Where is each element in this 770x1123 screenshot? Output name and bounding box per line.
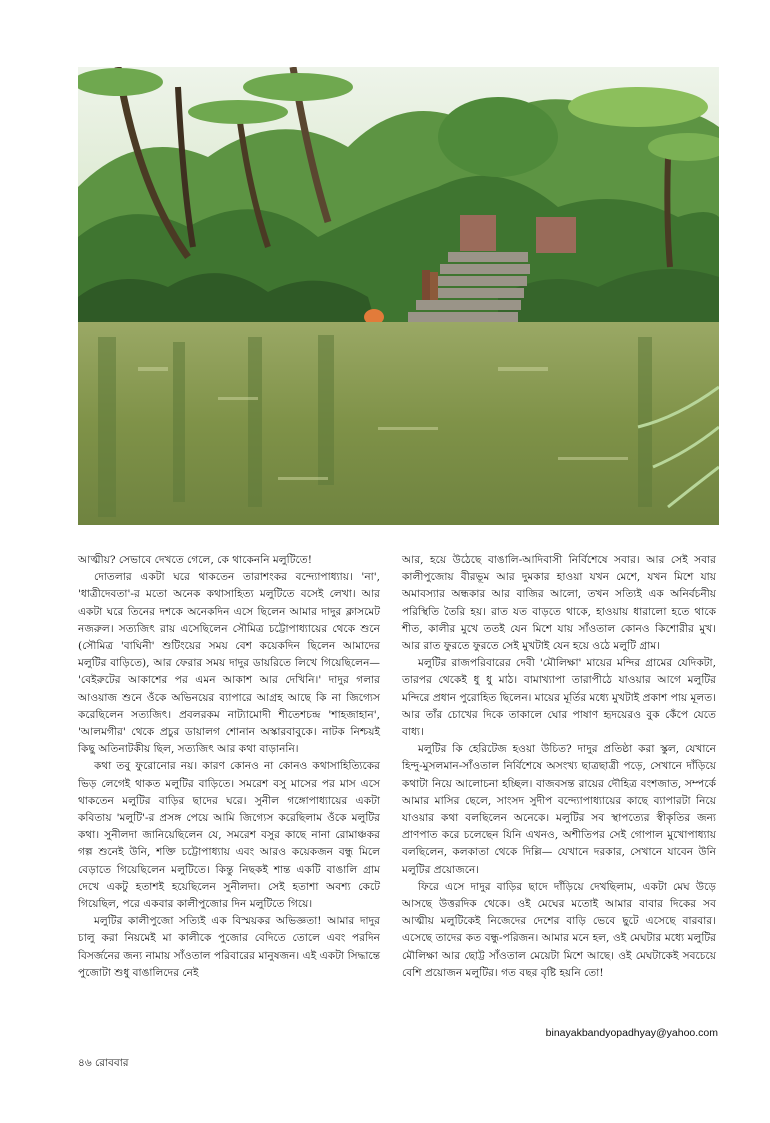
article-paragraph: আর, হয়ে উঠেছে বাঙালি-আদিবাসী নির্বিশেষে সবার। আর সেই সবার কালীপুজোয় বীরভূম আর দুমকার হাওয়া যখন মেশে, যখন মিশে যায় অমাবস্যার অন্ধকার আর বাজির আলো, তখন সত্যিই এক অনির্বচনীয় পরিস্থিতি তৈরি হয়। রাত যত বাড়তে থাকে, হাওয়ায় ধারালো হতে থাকে শীত, কালীর মুখে ততই যেন মিশে যায় সাঁওতাল কোনও কিশোরীর মুখ। আর রাত ফুরতে ফুরতে সেই মুখটাই যেন হয়ে ওঠে মলুটি গ্রাম। (402, 554, 716, 653)
pond-illustration (78, 67, 719, 525)
article-column-left (78, 552, 380, 982)
palm-trunk (667, 157, 670, 267)
article-paragraph: ফিরে এসে দাদুর বাড়ির ছাদে দাঁড়িয়ে দেখছিলাম, একটা মেঘ উড়ে আসছে উত্তরদিক থেকে। ওই মেঘের মতোই আমার বাবার দিকের সব আত্মীয় মলুটিকেই নিজেদের দেশের বাড়ি ভেবে ছুটে এসেছে বারবার। এসেছে তাদের কত বন্ধু-পরিজন। আমার মনে হল, ওই মেঘটার মধ্যে মলুটির মৌলিক্ষা আর ছোট্ট সাঁওতাল মেয়েটা মিশে আছে। ওই মেঘটাকেই সবচেয়ে বেশি প্রয়োজন মলুটির। গত বছর বৃষ্টি হয়নি তো! (402, 880, 716, 979)
article-paragraph: মলুটির রাজপরিবারের দেবী 'মৌলিক্ষা' মায়ের মন্দির গ্রামের যেদিকটা, তারপর থেকেই ধু ধু মাঠ। বামাখ্যাপা তারাপীঠে যাওয়ার আগে মলুটির মন্দিরে প্রধান পুরোহিত ছিলেন। মায়ের মূর্তির মধ্যে মুখটাই প্রকাশ পায় মূলত। আর তাঁর চোখের দিকে তাকালে ঘোর পাষাণ হৃদয়েরও বুক কেঁপে যেতে বাধ্য। (402, 657, 717, 739)
author-email: binayakbandyopadhyay@yahoo.com (545, 1027, 718, 1039)
article-paragraph: আত্মীয়? সেভাবে দেখতে গেলে, কে থাকেননি মলুটিতে! (78, 554, 312, 566)
article-column-right (402, 552, 716, 982)
ghat-pillar (536, 217, 576, 253)
article-paragraph: দোতলার একটা ঘরে থাকতেন তারাশংকর বন্দ্যোপাধ্যায়। 'না', 'ধাত্রীদেবতা'-র মতো অনেক কথাসাহিত্য মলুটিতে বসেই লেখা। আর একটা ঘরে তিনের দশকে অনেকদিন এসে ছিলেন আমার দাদুর ক্লাসমেট নজরুল। সত্যজিৎ রায় এসেছিলেন সৌমিত্র চট্টোপাধ্যায়ের থেকে শুনে (সৌমিত্র 'বাঘিনী' শুটিংয়ের সময় বেশ কয়েকদিন ছিলেন আমাদের মলুটির বাড়িতে), আর ফেরার সময় দাদুর ডায়রিতে লিখে গিয়েছিলেন— 'বেইরুটের আকাশের পর এমন আকাশ আর দেখিনি।' দাদুর গলার আওয়াজ শুনে ওঁকে অভিনয়ের ব্যাপারে আগ্রহ আছে কি না জিগ্যেস করেছিলেন সত্যজিৎ। প্রবলরকম নাট্যামোদী শীতেশচন্দ্র 'শাহজাহান', 'আলমগীর' থেকে প্রচুর ডায়ালগ শোনান অস্কারবাবুকে। নাটক নিশ্চয়ই কিছু অতিনাটকীয় ছিল, সত্যজিৎ আর কথা বাড়াননি। (78, 571, 380, 756)
article-paragraph: কথা তবু ফুরোনোর নয়। কারণ কোনও না কোনও কথাসাহিত্যিকের ভিড় লেগেই থাকত মলুটির বাড়িতে। সমরেশ বসু মাসের পর মাস এসে থাকতেন মলুটির বাড়ির ছাদের ঘরে। সুনীল গঙ্গোপাধ্যায়ের একটা কবিতায় 'মলুটি'-র প্রসঙ্গ পেয়ে আমি জিগ্যেস করেছিলাম ওঁকে মলুটির কথা। সুনীলদা জানিয়েছিলেন যে, সমরেশ বসুর কাছে নানা রোমাঞ্চকর গল্প শুনেই উনি, শক্তি চট্টোপাধ্যায় এবং আরও কয়েকজন বন্ধু মিলে বেড়াতে গিয়েছিলেন মলুটিতে। কিন্তু নিছকই শান্ত একটি বাঙালি গ্রাম দেখে একটু হতাশই হয়েছিলেন সুনীলদা। সেই হতাশা অবশ্য কেটে গিয়েছিল, পরে একবার কালীপুজোর দিন মলুটিতে গিয়ে। (78, 760, 380, 911)
bather-figure (422, 270, 430, 300)
article-paragraph: মলুটির কালীপুজো সত্যিই এক বিস্ময়কর অভিজ্ঞতা! আমার দাদুর চালু করা নিয়মেই মা কালীকে পুজোর বেদিতে তোলে এবং পরদিন বিসর্জনের জন্য নামায় সাঁওতাল পরিবারের মানুষজন। এই একটা সিদ্ধান্তে পুজোটা শুধু বাঙালিদের নেই (78, 915, 380, 979)
ghat-pillar (460, 215, 496, 251)
village-pond-photo (78, 67, 719, 525)
article-paragraph: মলুটির কি হেরিটেজ হওয়া উচিত? দাদুর প্রতিষ্ঠা করা স্কুল, যেখানে হিন্দু-মুসলমান-সাঁওতাল নির্বিশেষে অসংখ্য ছাত্রছাত্রী পড়ে, সেখানে দাঁড়িয়ে কথাটা নিয়ে আলোচনা হচ্ছিল। বাজবসন্ত রায়ের দৌহিত্র বংশজাত, সম্পর্কে আমার মাসির ছেলে, সাংসদ সুদীপ বন্দ্যোপাধ্যায়ের কাছে ব্যাপারটা নিয়ে যাওয়ার কথা বলছিলেন অনেকে। মলুটির সব স্থাপত্যের স্বীকৃতির জন্য প্রাণপাত করে চলেছেন যিনি এখনও, অশীতিপর সেই গোপাল মুখোপাধ্যায় বলছিলেন, কলকাতা থেকে দিল্লি— যেখানে দরকার, সেখানে যাবেন উনি মলুটির প্রয়োজনে। (402, 743, 716, 876)
bather-figure (430, 272, 438, 300)
page-footer-label: ৪৬ রোববার (78, 1057, 129, 1069)
